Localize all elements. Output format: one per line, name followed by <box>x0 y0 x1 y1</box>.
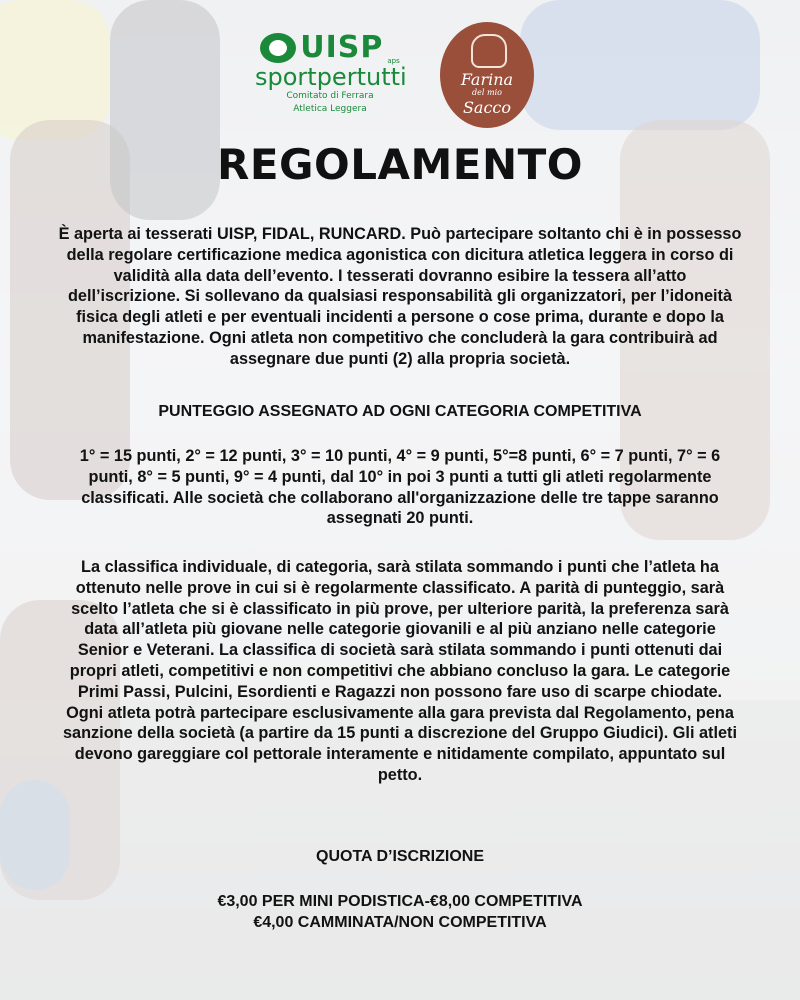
page-title: REGOLAMENTO <box>217 140 583 189</box>
farina-line1: Farina <box>460 70 514 89</box>
uisp-subtitle: sportpertutti <box>255 63 407 91</box>
farina-logo <box>440 22 534 128</box>
fee-heading: QUOTA D’ISCRIZIONE <box>316 848 484 865</box>
uisp-committee: Comitato di Ferrara <box>286 91 374 101</box>
ranking-paragraph: La classifica individuale, di categoria, sarà stilata sommando i punti che l’atleta ha ottenuto nelle prove in cui si è regolarmente classificato. A parità di punteggio, sarà scelto l’atleta che si è classificato in più prove, per ulteriore parità, la preferenza sarà data all’atleta più giovane nelle categorie giovanili e al più anziano nelle categorie Senior e Veterani. La classifica di società sarà stilata sommando i punti ottenuti dai propri atleti, competitivi e non competitivi che abbiano concluso la gara. Le categorie Primi Passi, Pulcini, Esordienti e Ragazzi non possono fare uso di scarpe chiodate. Ogni atleta potrà partecipare esclusivamente alla gara prevista dal Regolamento, pena sanzione della società (a partire da 15 punti a discrezione del Gruppo Giudici). Gli atleti devono gareggiare col pettorale interamente e nitidamente compilato, appuntato sul petto. <box>62 558 738 784</box>
uisp-logo <box>255 30 405 116</box>
fee-line-2: €4,00 CAMMINATA/NON COMPETITIVA <box>253 914 547 931</box>
fee-line-1: €3,00 PER MINI PODISTICA-€8,00 COMPETITIVA <box>217 893 583 910</box>
flour-sack-icon <box>471 34 507 68</box>
intro-paragraph: È aperta ai tesserati UISP, FIDAL, RUNCARD. Può partecipare soltanto chi è in possesso della regolare certificazione medica agonistica con dicitura atletica leggera in corso di validità alla data dell’evento. I tesserati dovranno esibire la tessera all’atto dell’iscrizione. Si sollevano da qualsiasi responsabilità gli organizzatori, per l’idoneità fisica degli atleti e per eventuali incidenti a persone o cose prima, durante e dopo la manifestazione. Ogni atleta non competitivo che concluderà la gara contribuirà ad assegnare due punti (2) alla propria società. <box>58 225 742 368</box>
farina-line2: del mio <box>472 88 502 97</box>
logos-row <box>0 22 800 132</box>
farina-line3: Sacco <box>462 98 512 117</box>
uisp-emblem-icon <box>260 33 296 63</box>
uisp-aps: aps <box>387 57 400 65</box>
uisp-wordmark: UISP <box>300 30 384 65</box>
scoring-paragraph: 1° = 15 punti, 2° = 12 punti, 3° = 10 punti, 4° = 9 punti, 5°=8 punti, 6° = 7 punti, 7° = 6 punti, 8° = 5 punti, 9° = 4 punti, dal 10° in poi 3 punti a tutti gli atleti regolarmente classificati. Alle società che collaborano all'organizzazione delle tre tappe saranno assegnati 20 punti. <box>79 447 721 528</box>
scoring-heading: PUNTEGGIO ASSEGNATO AD OGNI CATEGORIA COMPETITIVA <box>158 403 642 420</box>
uisp-discipline: Atletica Leggera <box>293 104 367 115</box>
